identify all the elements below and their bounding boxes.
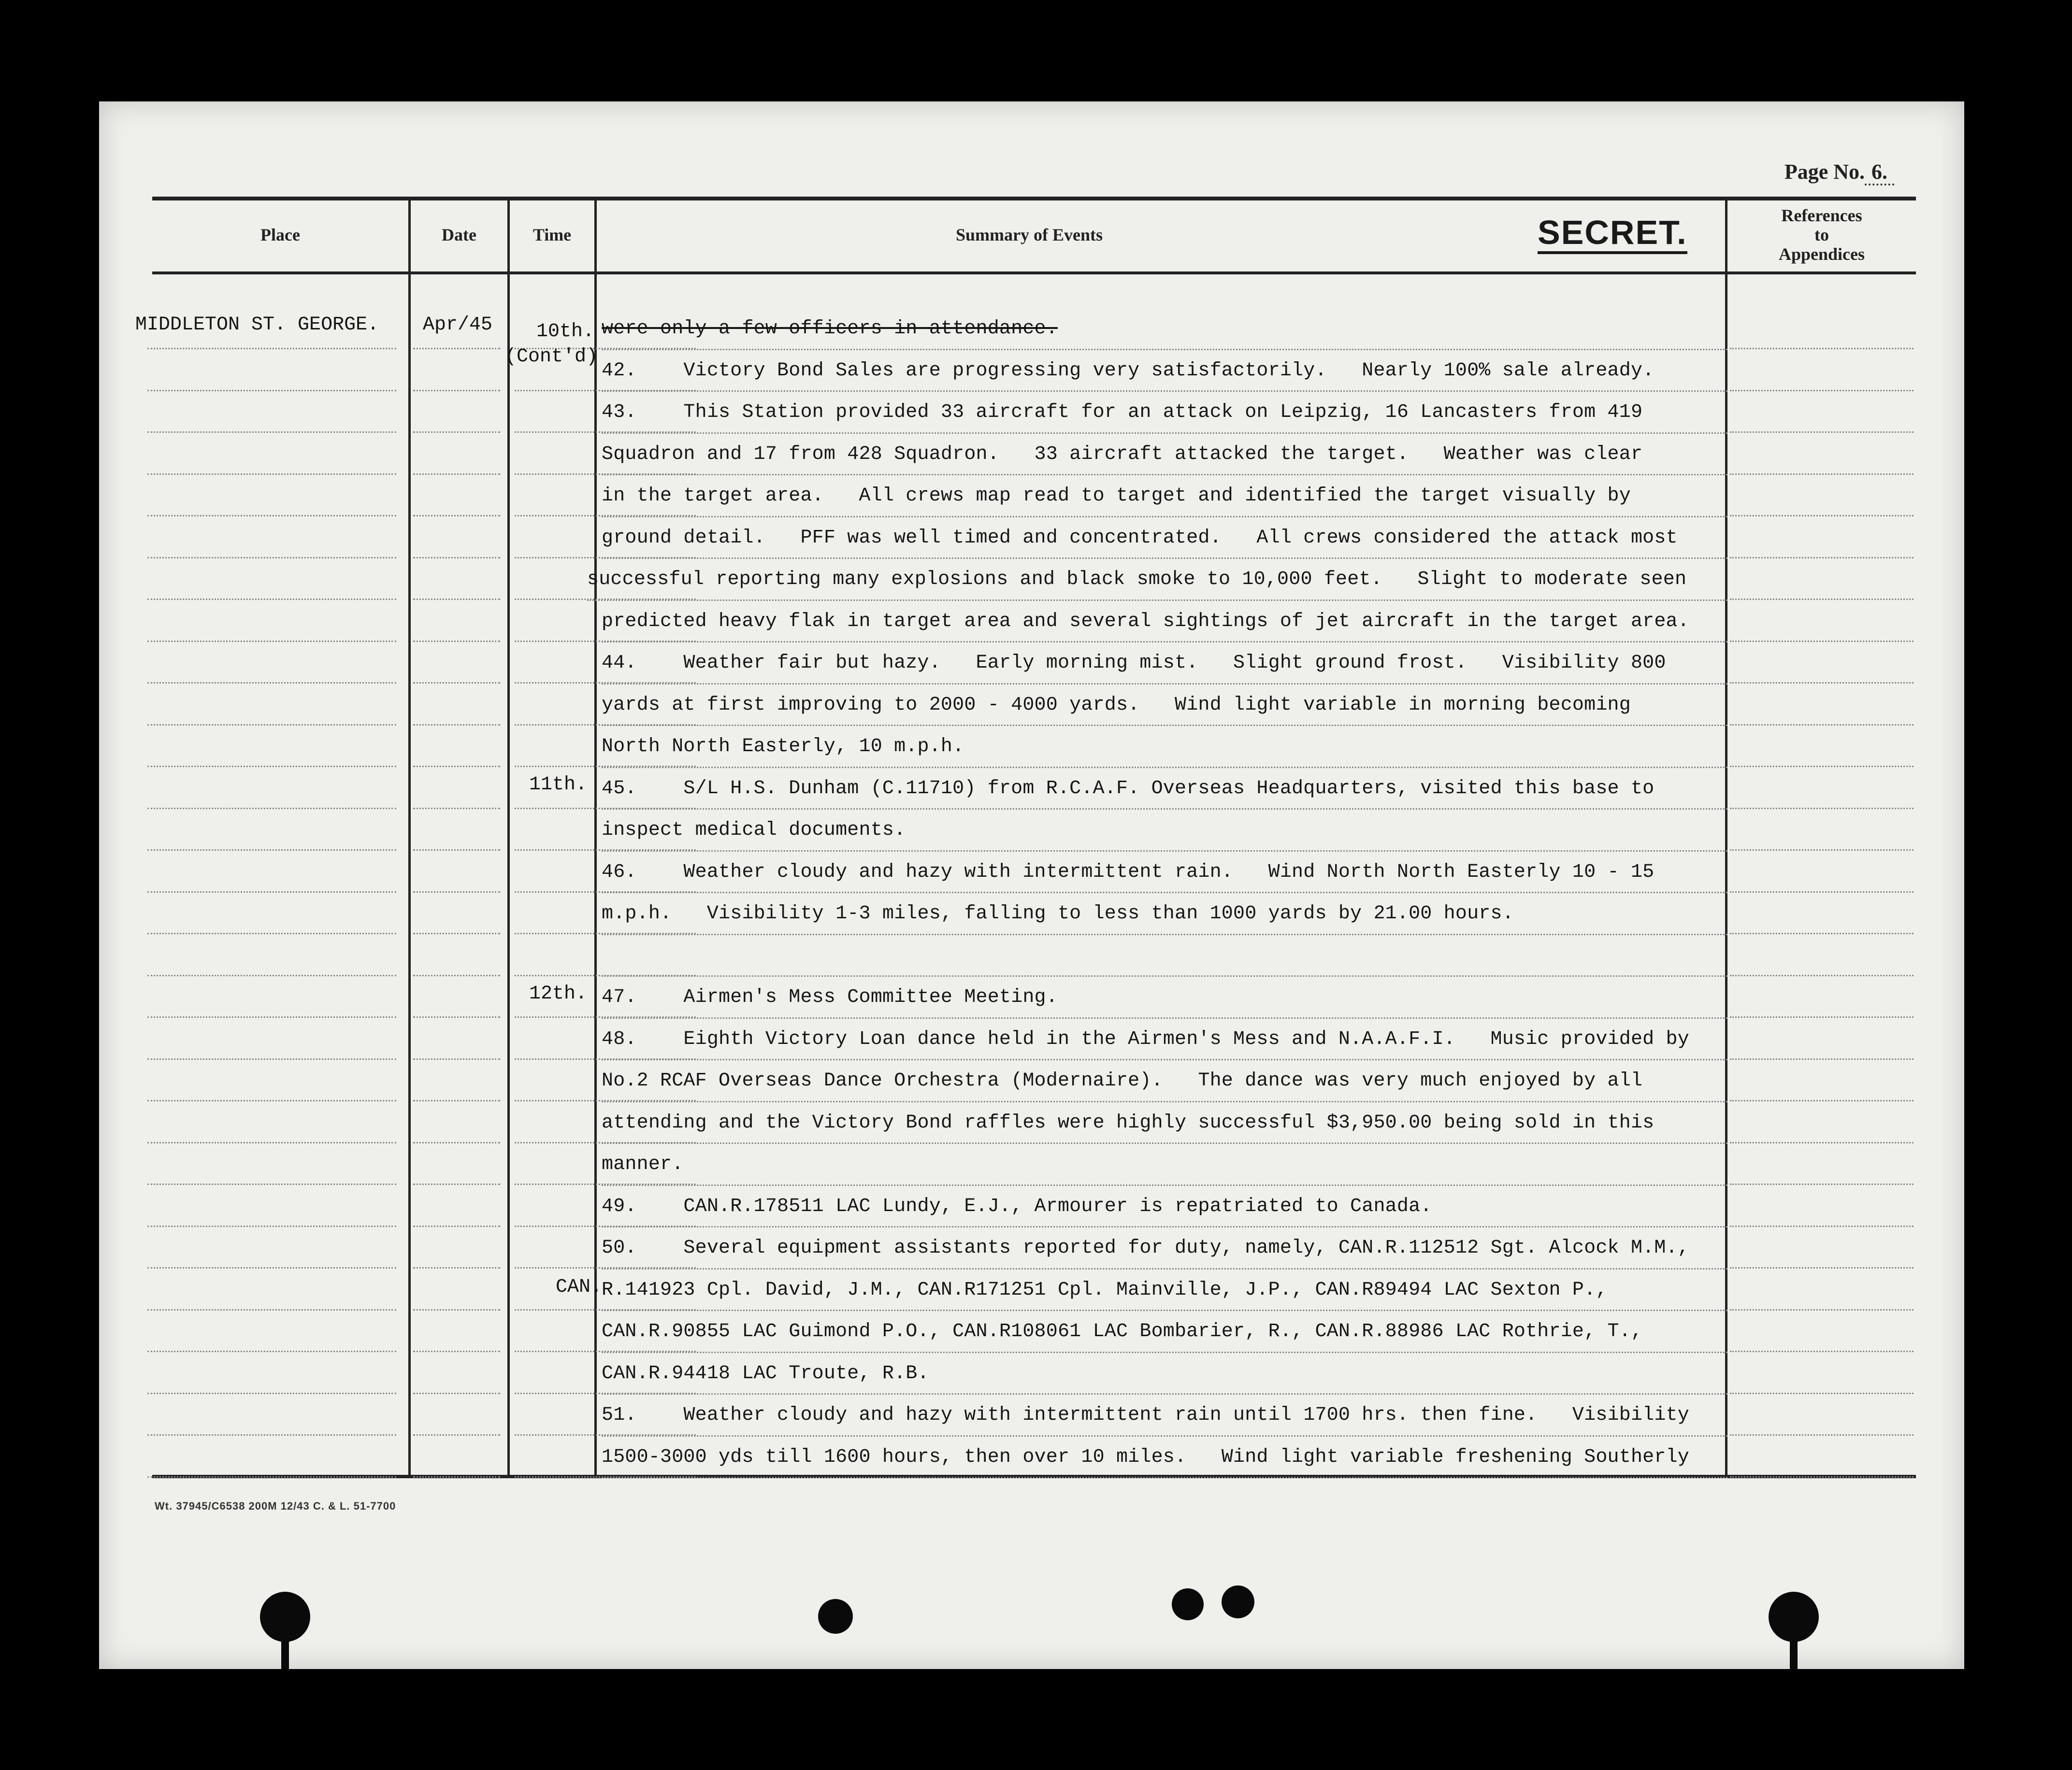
ruled-line (413, 641, 500, 642)
ruled-line (413, 1184, 500, 1185)
ruled-line (1730, 1393, 1914, 1394)
ruled-line (413, 1226, 500, 1227)
entry-date: Apr/45 (423, 314, 493, 336)
time-can-prefix: CAN. (556, 1276, 603, 1298)
column-header-references (1727, 198, 1916, 271)
ruled-line (1730, 1309, 1914, 1311)
time-11th: 11th. (529, 774, 588, 796)
ruled-line (147, 1309, 396, 1311)
ruled-line (413, 390, 500, 391)
ruled-line (413, 1267, 500, 1269)
ruled-line (147, 1184, 396, 1185)
summary-line: successful reporting many explosions and black smoke to 10,000 feet. Slight to moderate seen (587, 559, 1727, 601)
ruled-line (413, 724, 500, 726)
summary-line: manner. (602, 1144, 1727, 1186)
summary-line: inspect medical documents. (602, 810, 1727, 852)
ruled-line (147, 1226, 396, 1227)
ruled-line (413, 1142, 500, 1143)
references-line-3: Appendices (1778, 244, 1865, 264)
summary-line: 51. Weather cloudy and hazy with intermittent rain until 1700 hrs. then fine. Visibility (602, 1395, 1727, 1437)
punch-hole-right (1769, 1592, 1819, 1642)
ruled-line (1730, 891, 1914, 893)
ruled-line (147, 1393, 396, 1394)
ruled-line (147, 766, 396, 767)
ruled-line (1730, 1226, 1914, 1227)
printer-code: Wt. 37945/C6538 200M 12/43 C. & L. 51-7700 (155, 1500, 396, 1512)
ruled-line (1730, 1016, 1914, 1018)
ruled-line (413, 1058, 500, 1060)
ruled-line (413, 1016, 500, 1018)
column-divider-date (507, 198, 510, 1477)
ruled-line (1730, 1184, 1914, 1185)
ruled-line (1730, 641, 1914, 642)
punch-hole-center-left (818, 1599, 853, 1634)
column-divider-place (408, 198, 411, 1477)
ruled-line (1730, 808, 1914, 809)
ruled-line (147, 808, 396, 809)
ruled-line (1730, 724, 1914, 726)
summary-line: were only a few officers in attendance. (602, 308, 1727, 350)
ruled-line (1730, 557, 1914, 558)
ruled-line (147, 473, 396, 475)
ruled-line (1730, 348, 1914, 349)
ruled-line (1730, 933, 1914, 934)
ruled-line (1730, 1434, 1914, 1436)
summary-line: 44. Weather fair but hazy. Early morning mist. Slight ground frost. Visibility 800 (602, 642, 1727, 685)
references-line-2: to (1814, 225, 1829, 244)
ruled-line (147, 599, 396, 600)
ruled-line (1730, 1267, 1914, 1269)
ruled-line (1730, 682, 1914, 684)
ruled-line (147, 933, 396, 934)
ruled-line (147, 641, 396, 642)
summary-line: 1500-3000 yds till 1600 hours, then over 10 miles. Wind light variable freshening Southerly (602, 1437, 1727, 1479)
ruled-line (413, 599, 500, 600)
ruled-line (147, 1016, 396, 1018)
summary-line: predicted heavy flak in target area and several sightings of jet aircraft in the target area. (602, 601, 1727, 643)
ruled-line (413, 766, 500, 767)
time-10th-contd: (Cont'd) (505, 346, 598, 368)
ruled-line (1730, 431, 1914, 433)
column-header-place: Place (260, 225, 300, 244)
summary-line: CAN.R.90855 LAC Guimond P.O., CAN.R108061 LAC Bombarier, R., CAN.R.88986 LAC Rothrie, T., (602, 1311, 1727, 1353)
summary-line: 50. Several equipment assistants reported for duty, namely, CAN.R.112512 Sgt. Alcock M.M., (602, 1228, 1727, 1270)
ruled-line (147, 557, 396, 558)
ruled-line (413, 1476, 500, 1478)
punch-hole-center-b (1222, 1585, 1254, 1618)
summary-line: yards at first improving to 2000 - 4000 yards. Wind light variable in morning becoming (602, 685, 1727, 727)
time-12th: 12th. (529, 983, 588, 1005)
secret-stamp: SECRET. (1538, 214, 1687, 254)
punch-hole-center-a (1172, 1588, 1204, 1620)
ruled-line (1730, 1100, 1914, 1101)
ruled-line (147, 1142, 396, 1143)
ruled-line (147, 849, 396, 851)
punch-hole-left (260, 1592, 310, 1642)
summary-line: ground detail. PFF was well timed and concentrated. All crews considered the attack most (602, 517, 1727, 559)
references-line-1: References (1781, 206, 1862, 225)
ruled-line (147, 515, 396, 516)
ruled-line (413, 557, 500, 558)
ruled-line (1730, 473, 1914, 475)
war-diary-sheet (99, 101, 1964, 1669)
ruled-line (413, 1100, 500, 1101)
summary-line: 45. S/L H.S. Dunham (C.11710) from R.C.A.F. Overseas Headquarters, visited this base to (602, 768, 1727, 810)
ruled-line (147, 1476, 396, 1478)
ruled-line (413, 975, 500, 976)
time-10th: 10th. (536, 321, 595, 343)
ruled-line (1730, 515, 1914, 516)
punch-slot-right (1790, 1638, 1798, 1670)
summary-line: R.141923 Cpl. David, J.M., CAN.R171251 Cpl. Mainville, J.P., CAN.R89494 LAC Sexton P., (602, 1270, 1727, 1312)
summary-line: 49. CAN.R.178511 LAC Lundy, E.J., Armourer is repatriated to Canada. (602, 1186, 1727, 1228)
column-header-date: Date (442, 225, 476, 244)
summary-line: 48. Eighth Victory Loan dance held in the Airmen's Mess and N.A.A.F.I. Music provided by (602, 1019, 1727, 1061)
ruled-line (147, 1351, 396, 1352)
ruled-line (413, 515, 500, 516)
ruled-line (147, 682, 396, 684)
summary-line: in the target area. All crews map read to target and identified the target visually by (602, 475, 1727, 517)
page-number-value: 6. (1865, 160, 1894, 186)
summary-line: 46. Weather cloudy and hazy with intermittent rain. Wind North North Easterly 10 - 15 (602, 852, 1727, 894)
ruled-line (1730, 849, 1914, 851)
ruled-line (1730, 1142, 1914, 1143)
ruled-line (147, 390, 396, 391)
summary-line: Squadron and 17 from 428 Squadron. 33 aircraft attacked the target. Weather was clear (602, 434, 1727, 476)
ruled-line (147, 1434, 396, 1436)
header-bottom-rule (152, 271, 1916, 274)
ruled-line (147, 891, 396, 893)
ruled-line (413, 1393, 500, 1394)
summary-line: North North Easterly, 10 m.p.h. (602, 726, 1727, 768)
punch-slot-left (281, 1638, 289, 1670)
ruled-line (413, 348, 500, 349)
page-number (1784, 159, 1894, 184)
ruled-line (1730, 1476, 1914, 1478)
summary-line: CAN.R.94418 LAC Troute, R.B. (602, 1353, 1727, 1395)
ruled-line (1730, 766, 1914, 767)
summary-line: 47. Airmen's Mess Committee Meeting. (602, 977, 1727, 1019)
ruled-line (413, 1434, 500, 1436)
ruled-line (147, 431, 396, 433)
ruled-line (1730, 1058, 1914, 1060)
ruled-line (413, 1309, 500, 1311)
ruled-line (413, 849, 500, 851)
column-header-time: Time (532, 225, 572, 244)
ruled-line (413, 1351, 500, 1352)
summary-line: No.2 RCAF Overseas Dance Orchestra (Modernaire). The dance was very much enjoyed by all (602, 1060, 1727, 1102)
ruled-line (1730, 390, 1914, 391)
entry-place: MIDDLETON ST. GEORGE. (135, 314, 379, 336)
ruled-line (147, 1100, 396, 1101)
ruled-line (1730, 1351, 1914, 1352)
ruled-line (413, 431, 500, 433)
ruled-line (413, 473, 500, 475)
ruled-line (413, 891, 500, 893)
summary-line: 42. Victory Bond Sales are progressing very satisfactorily. Nearly 100% sale already. (602, 350, 1727, 392)
ruled-line (1730, 975, 1914, 976)
column-header-summary: Summary of Events (956, 225, 1103, 244)
summary-line: attending and the Victory Bond raffles were highly successful $3,950.00 being sold in this (602, 1102, 1727, 1144)
ruled-line (147, 1267, 396, 1269)
summary-line: 43. This Station provided 33 aircraft for an attack on Leipzig, 16 Lancasters from 419 (602, 392, 1727, 434)
ruled-line (413, 933, 500, 934)
summary-line: m.p.h. Visibility 1-3 miles, falling to less than 1000 yards by 21.00 hours. (602, 893, 1727, 935)
ruled-line (147, 724, 396, 726)
ruled-line (147, 348, 396, 349)
page-number-label: Page No. (1784, 160, 1865, 184)
ruled-line (1730, 599, 1914, 600)
ruled-line (147, 1058, 396, 1060)
ruled-line (413, 682, 500, 684)
summary-of-events (587, 308, 1727, 1478)
ruled-line (147, 975, 396, 976)
ruled-line (413, 808, 500, 809)
summary-line (602, 935, 1727, 977)
